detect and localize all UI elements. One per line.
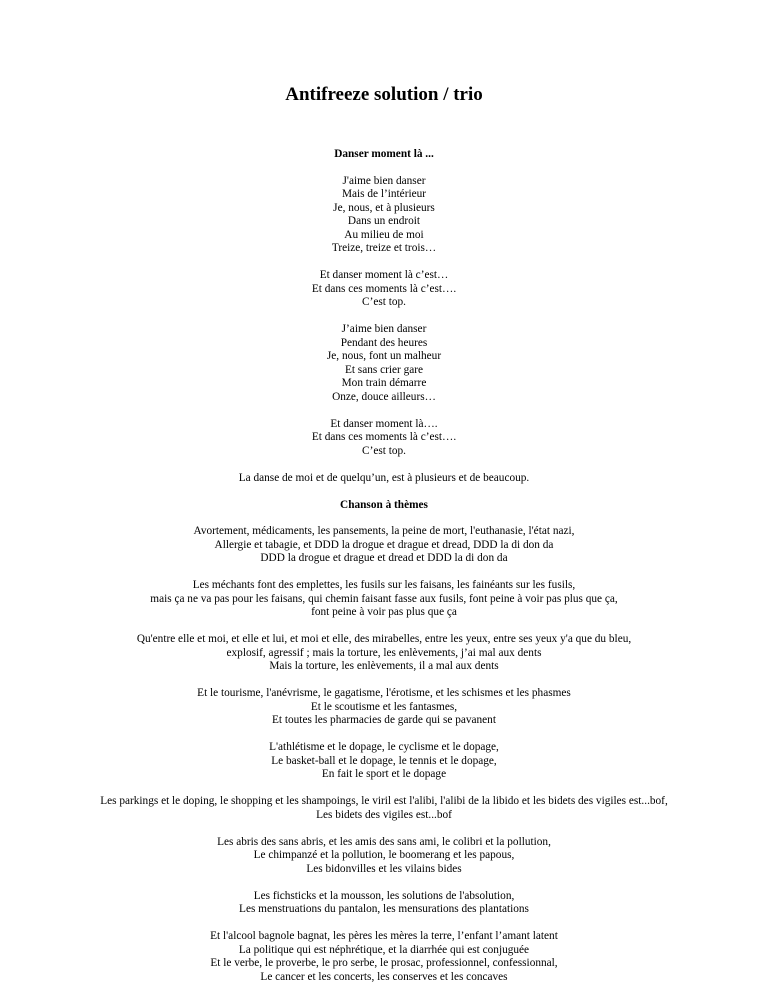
lyric-line: J’aime bien danser [341,323,427,335]
stanza [20,890,748,917]
stanza [20,269,748,310]
lyric-line: Le chimpanzé et la pollution, le boomerang et les papous, [253,849,515,861]
lyric-line: Les menstruations du pantalon, les mensurations des plantations [239,903,529,915]
stanza [20,795,748,822]
lyric-line: Les méchants font des emplettes, les fusils sur les faisans, les fainéants sur les fusils, [192,579,576,591]
lyric-line: J'aime bien danser [342,174,426,187]
lyric-line: explosif, agressif ; mais la torture, les enlèvements, j’ai mal aux dents [226,646,542,659]
stanza [20,633,748,674]
document-title: Antifreeze solution / trio [285,84,483,105]
stanza [20,741,748,782]
lyric-line: Et le tourisme, l'anévrisme, le gagatisme, l'érotisme, et les schismes et les phasmes [197,687,571,699]
lyric-line: Pendant des heures [340,336,428,349]
lyric-line: Le basket-ball et le dopage, le tennis et le dopage, [271,754,497,767]
lyric-line: Et toutes les pharmacies de garde qui se pavanent [272,714,496,726]
stanza [20,323,748,404]
lyric-line: Qu'entre elle et moi, et elle et lui, et moi et elle, des mirabelles, entre les yeux, entre ses yeux y'a que du bleu, [136,633,632,645]
lyric-line: La politique qui est néphrétique, et la diarrhée qui est conjuguée [238,943,530,956]
lyric-line: Et danser moment là c’est… [319,269,449,281]
lyric-line: C’est top. [362,296,406,308]
lyric-line: Mais de l’intérieur [341,188,427,200]
lyric-line: Et dans ces moments là c’est…. [311,431,457,443]
lyric-line: Mon train démarre [341,377,427,389]
lyric-line: Je, nous, font un malheur [326,350,442,362]
lyric-line: font peine à voir pas plus que ça [311,606,457,618]
lyric-line: Allergie et tabagie, et DDD la drogue et drague et dread, DDD la di don da [214,538,554,551]
stanza [20,525,748,566]
lyric-line: Et dans ces moments là c’est…. [311,282,457,295]
lyric-line: Les parkings et le doping, le shopping et les shampoings, le viril est l'alibi, l'alibi de la libido et les bidets des vigiles est...bof, [100,795,668,807]
lyric-line: mais ça ne va pas pour les faisans, qui chemin faisant fasse aux fusils, font peine à voir pas plus que ça, [150,592,618,605]
lyrics-body [20,148,748,998]
stanza [20,472,748,486]
lyric-line: La danse de moi et de quelqu’un, est à plusieurs et de beaucoup. [238,471,530,484]
lyric-line: Je, nous, et à plusieurs [333,201,435,214]
lyric-line: Et sans crier gare [344,363,424,376]
section-danser [20,175,748,486]
lyric-line: Les bidonvilles et les vilains bides [306,862,462,875]
stanza [20,418,748,459]
lyric-line: Onze, douce ailleurs… [332,390,436,403]
lyric-line: Au milieu de moi [344,228,424,241]
section-heading-chanson: Chanson à thèmes [340,498,428,511]
lyric-line: C’est top. [362,444,406,457]
stanza [20,579,748,620]
lyric-line: Les abris des sans abris, et les amis des sans ami, le colibri et la pollution, [217,835,551,848]
lyric-line: En fait le sport et le dopage [321,768,447,780]
lyric-line: Et le scoutisme et les fantasmes, [310,700,458,713]
lyric-line: Avortement, médicaments, les pansements, la peine de mort, l'euthanasie, l'état nazi, [193,525,575,537]
lyric-line: Et danser moment là…. [330,417,438,430]
section-chanson [20,525,748,984]
lyric-line: Mais la torture, les enlèvements, il a mal aux dents [269,660,499,672]
lyric-line: Les fichsticks et la mousson, les solutions de l'absolution, [253,889,515,902]
lyric-line: Treize, treize et trois… [331,242,437,254]
stanza [20,930,748,984]
lyric-line: Et l'alcool bagnole bagnat, les pères les mères la terre, l’enfant l’amant latent [210,930,558,942]
lyric-line: Les bidets des vigiles est...bof [316,808,452,821]
lyric-line: Dans un endroit [347,215,421,227]
lyric-line: Le cancer et les concerts, les conserves et les concaves [260,970,508,983]
lyric-line: DDD la drogue et drague et dread et DDD la di don da [260,552,508,564]
stanza [20,687,748,728]
stanza [20,175,748,256]
section-heading-danser: Danser moment là ... [334,148,434,160]
lyric-line: Et le verbe, le proverbe, le pro serbe, le prosac, professionnel, confessionnal, [210,957,558,969]
lyric-line: L'athlétisme et le dopage, le cyclisme et le dopage, [269,741,499,753]
stanza [20,836,748,877]
